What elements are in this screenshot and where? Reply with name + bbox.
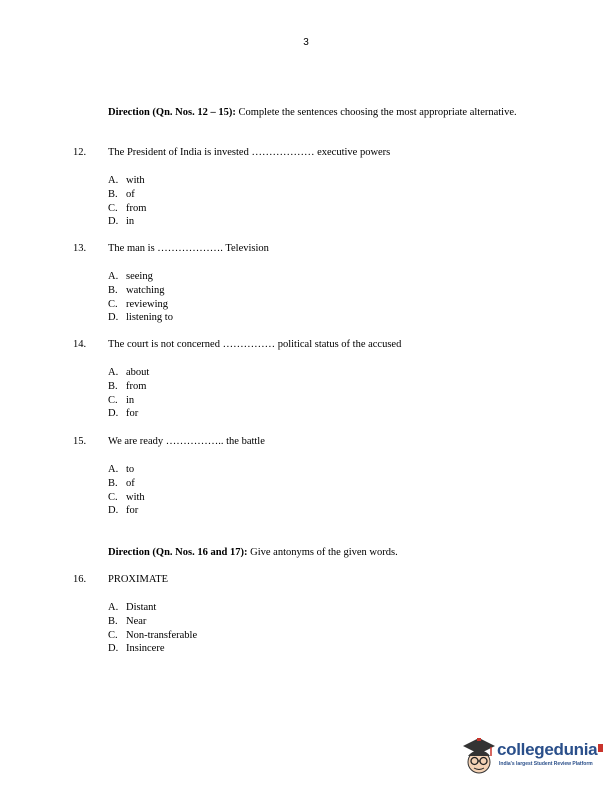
option: C. with [108, 491, 145, 503]
option: A. seeing [108, 271, 153, 282]
option-list [108, 366, 149, 421]
option: B. of [108, 477, 135, 489]
option-list [108, 270, 173, 325]
option: A. to [108, 464, 135, 475]
option: D. in [108, 216, 135, 228]
logo-wordmark: collegedunia [497, 740, 598, 759]
option: D. for [108, 505, 139, 517]
direction-12-15 [108, 106, 538, 119]
question-text: The court is not concerned …………… political status of the accused [108, 339, 402, 350]
question-number: 14. [73, 339, 87, 350]
option: A. Distant [108, 602, 157, 613]
option: C. from [108, 202, 147, 214]
option: A. about [108, 367, 150, 378]
direction-16-17 [108, 546, 538, 559]
logo-accent [598, 744, 603, 752]
option: B. of [108, 188, 135, 200]
option: B. watching [108, 284, 165, 296]
option: A. with [108, 175, 145, 186]
question-text: The President of India is invested ……………… executive powers [108, 147, 391, 158]
option: D. for [108, 408, 139, 420]
option: D. listening to [108, 312, 173, 324]
option: D. Insincere [108, 643, 165, 655]
question-number: 13. [73, 243, 87, 254]
logo-tagline: India's largest Student Review Platform [499, 761, 593, 767]
option: B. from [108, 380, 147, 392]
question-text: The man is ………………. Television [108, 243, 269, 254]
option: C. Non-transferable [108, 629, 198, 641]
direction-text: Give antonyms of the given words. [247, 547, 398, 558]
question-number: 12. [73, 147, 87, 158]
page-number: 3 [303, 37, 309, 48]
question-text: We are ready …………….. the battle [108, 436, 265, 447]
question-text: PROXIMATE [108, 574, 169, 585]
option-list [108, 174, 146, 229]
option: B. Near [108, 615, 147, 627]
collegedunia-logo[interactable] [461, 734, 606, 782]
question-number: 15. [73, 436, 87, 447]
direction-label: Direction (Qn. Nos. 16 and 17): [108, 547, 248, 558]
option-list [108, 463, 145, 518]
option: C. reviewing [108, 298, 168, 310]
option: C. in [108, 394, 135, 406]
option-list [108, 601, 197, 656]
direction-label: Direction (Qn. Nos. 12 – 15): [108, 107, 236, 118]
question-number: 16. [73, 574, 87, 585]
direction-text: Complete the sentences choosing the most appropriate alternative. [235, 107, 517, 118]
student-mascot-icon [461, 734, 497, 780]
